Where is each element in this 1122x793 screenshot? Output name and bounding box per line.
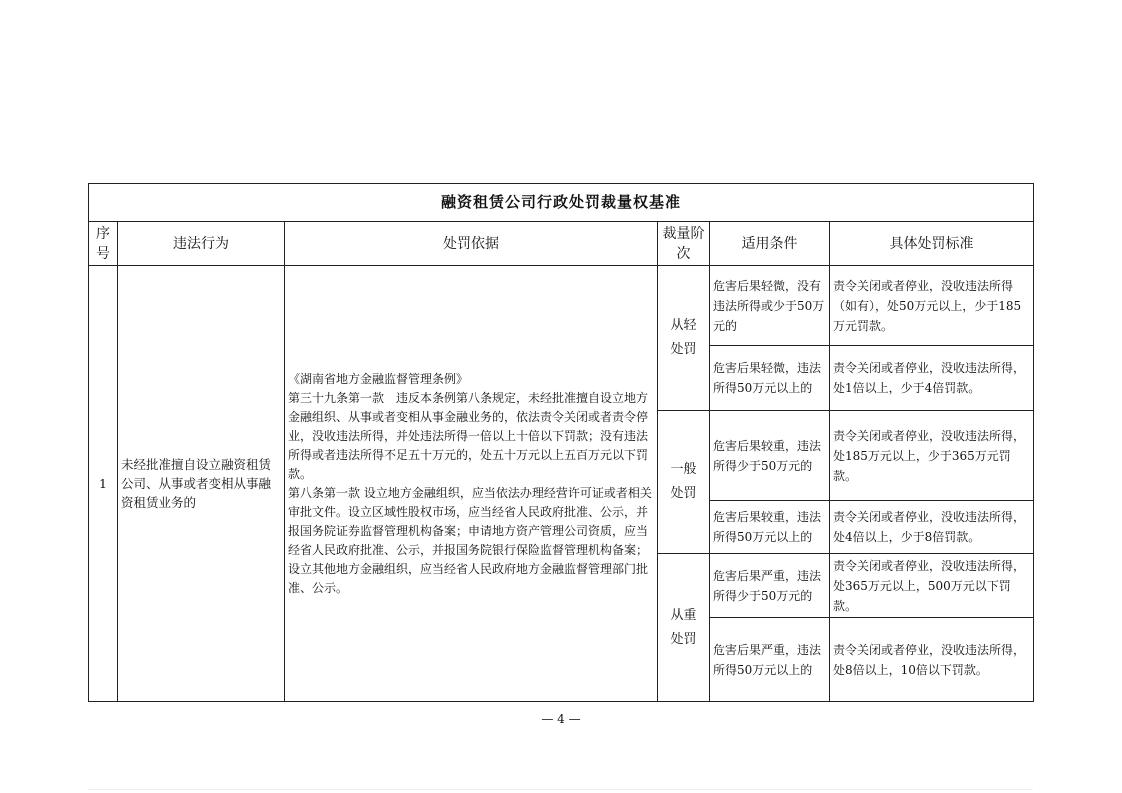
standard-cell: 责令关闭或者停业，没收违法所得（如有），处50万元以上，少于185万元罚款。	[830, 266, 1034, 346]
row-violation: 未经批准擅自设立融资租赁公司、从事或者变相从事融资租赁业务的	[118, 266, 285, 702]
bottom-divider	[88, 789, 1033, 790]
header-row	[89, 222, 1034, 266]
tier-severe: 从重 处罚	[658, 554, 710, 702]
header-condition: 适用条件	[710, 222, 830, 266]
standard-cell: 责令关闭或者停业，没收违法所得，处365万元以上，500万元以下罚款。	[830, 554, 1034, 618]
condition-cell: 危害后果轻微，没有违法所得或少于50万元的	[710, 266, 830, 346]
header-violation: 违法行为	[118, 222, 285, 266]
condition-cell: 危害后果轻微，违法所得50万元以上的	[710, 346, 830, 411]
tier-lenient: 从轻 处罚	[658, 266, 710, 411]
page-number: — 4 —	[541, 712, 581, 726]
header-serial: 序号	[89, 222, 118, 266]
header-tier: 裁量阶次	[658, 222, 710, 266]
tier-general: 一般 处罚	[658, 411, 710, 554]
condition-cell: 危害后果较重，违法所得50万元以上的	[710, 501, 830, 554]
standard-cell: 责令关闭或者停业，没收违法所得，处185万元以上，少于365万元罚款。	[830, 411, 1034, 501]
header-standard: 具体处罚标准	[830, 222, 1034, 266]
header-basis: 处罚依据	[285, 222, 658, 266]
standard-cell: 责令关闭或者停业，没收违法所得，处8倍以上，10倍以下罚款。	[830, 618, 1034, 702]
condition-cell: 危害后果较重，违法所得少于50万元的	[710, 411, 830, 501]
condition-cell: 危害后果严重，违法所得少于50万元的	[710, 554, 830, 618]
row-legal-basis: 《湖南省地方金融监督管理条例》 第三十九条第一款 违反本条例第八条规定，未经批准擅自设立地方金融组织、从事或者变相从事金融业务的，依法责令关闭或者责令停业，没收违法所得，并处违法所得一倍以上十倍以下罚款；没有违法所得或者违法所得不足五十万元的，处五十万元以上五百万元以下罚款。 第八条第一款 设立地方金融组织，应当依法办理经营许可证或者相关审批文件。设立区域性股权市场，应当经省人民政府批准、公示，并报国务院证券监督管理机构备案；申请地方资产管理公司资质，应当经省人民政府批准、公示，并报国务院银行保险监督管理机构备案；设立其他地方金融组织，应当经省人民政府地方金融监督管理部门批准、公示。	[285, 266, 658, 702]
row-serial: 1	[89, 266, 118, 702]
standard-cell: 责令关闭或者停业，没收违法所得，处4倍以上，少于8倍罚款。	[830, 501, 1034, 554]
standard-cell: 责令关闭或者停业，没收违法所得，处1倍以上，少于4倍罚款。	[830, 346, 1034, 411]
condition-cell: 危害后果严重，违法所得50万元以上的	[710, 618, 830, 702]
table-title: 融资租赁公司行政处罚裁量权基准	[89, 184, 1034, 222]
penalty-discretion-table	[88, 183, 1034, 702]
